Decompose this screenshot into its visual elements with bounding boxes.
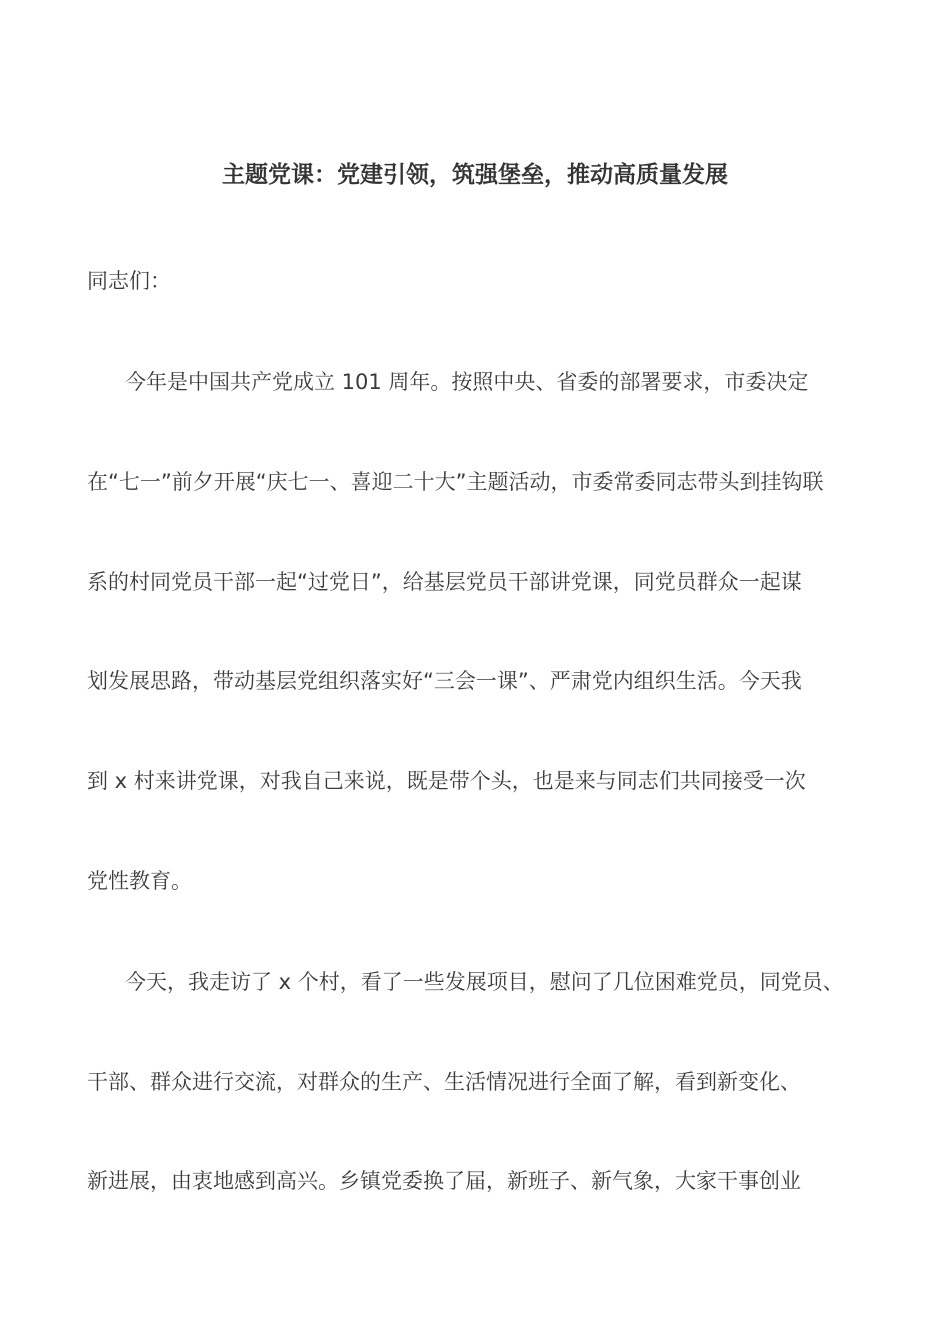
salutation: 同志们： <box>87 269 171 293</box>
paragraph-line: 在“七一”前夕开展“庆七一、喜迎二十大”主题活动，市委常委同志带头到挂钩联 <box>87 470 824 494</box>
paragraph-line: 党性教育。 <box>87 869 192 893</box>
paragraph-line: 系的村同党员干部一起“过党日”，给基层党员干部讲党课，同党员群众一起谋 <box>87 570 802 594</box>
paragraph-line: 新进展，由衷地感到高兴。乡镇党委换了届，新班子、新气象，大家干事创业 <box>87 1169 801 1193</box>
paragraph-line: 划发展思路，带动基层党组织落实好“三会一课”、严肃党内组织生活。今天我 <box>87 669 802 693</box>
paragraph-line: 到 x 村来讲党课，对我自己来说，既是带个头，也是来与同志们共同接受一次 <box>87 769 806 793</box>
paragraph-line: 今天，我走访了 x 个村，看了一些发展项目，慰问了几位困难党员，同党员、 <box>125 970 844 994</box>
document-title: 主题党课：党建引领，筑强堡垒，推动高质量发展 <box>222 162 728 188</box>
paragraph-line: 今年是中国共产党成立 101 周年。按照中央、省委的部署要求，市委决定 <box>125 370 809 394</box>
paragraph-line: 干部、群众进行交流，对群众的生产、生活情况进行全面了解，看到新变化、 <box>87 1070 801 1094</box>
